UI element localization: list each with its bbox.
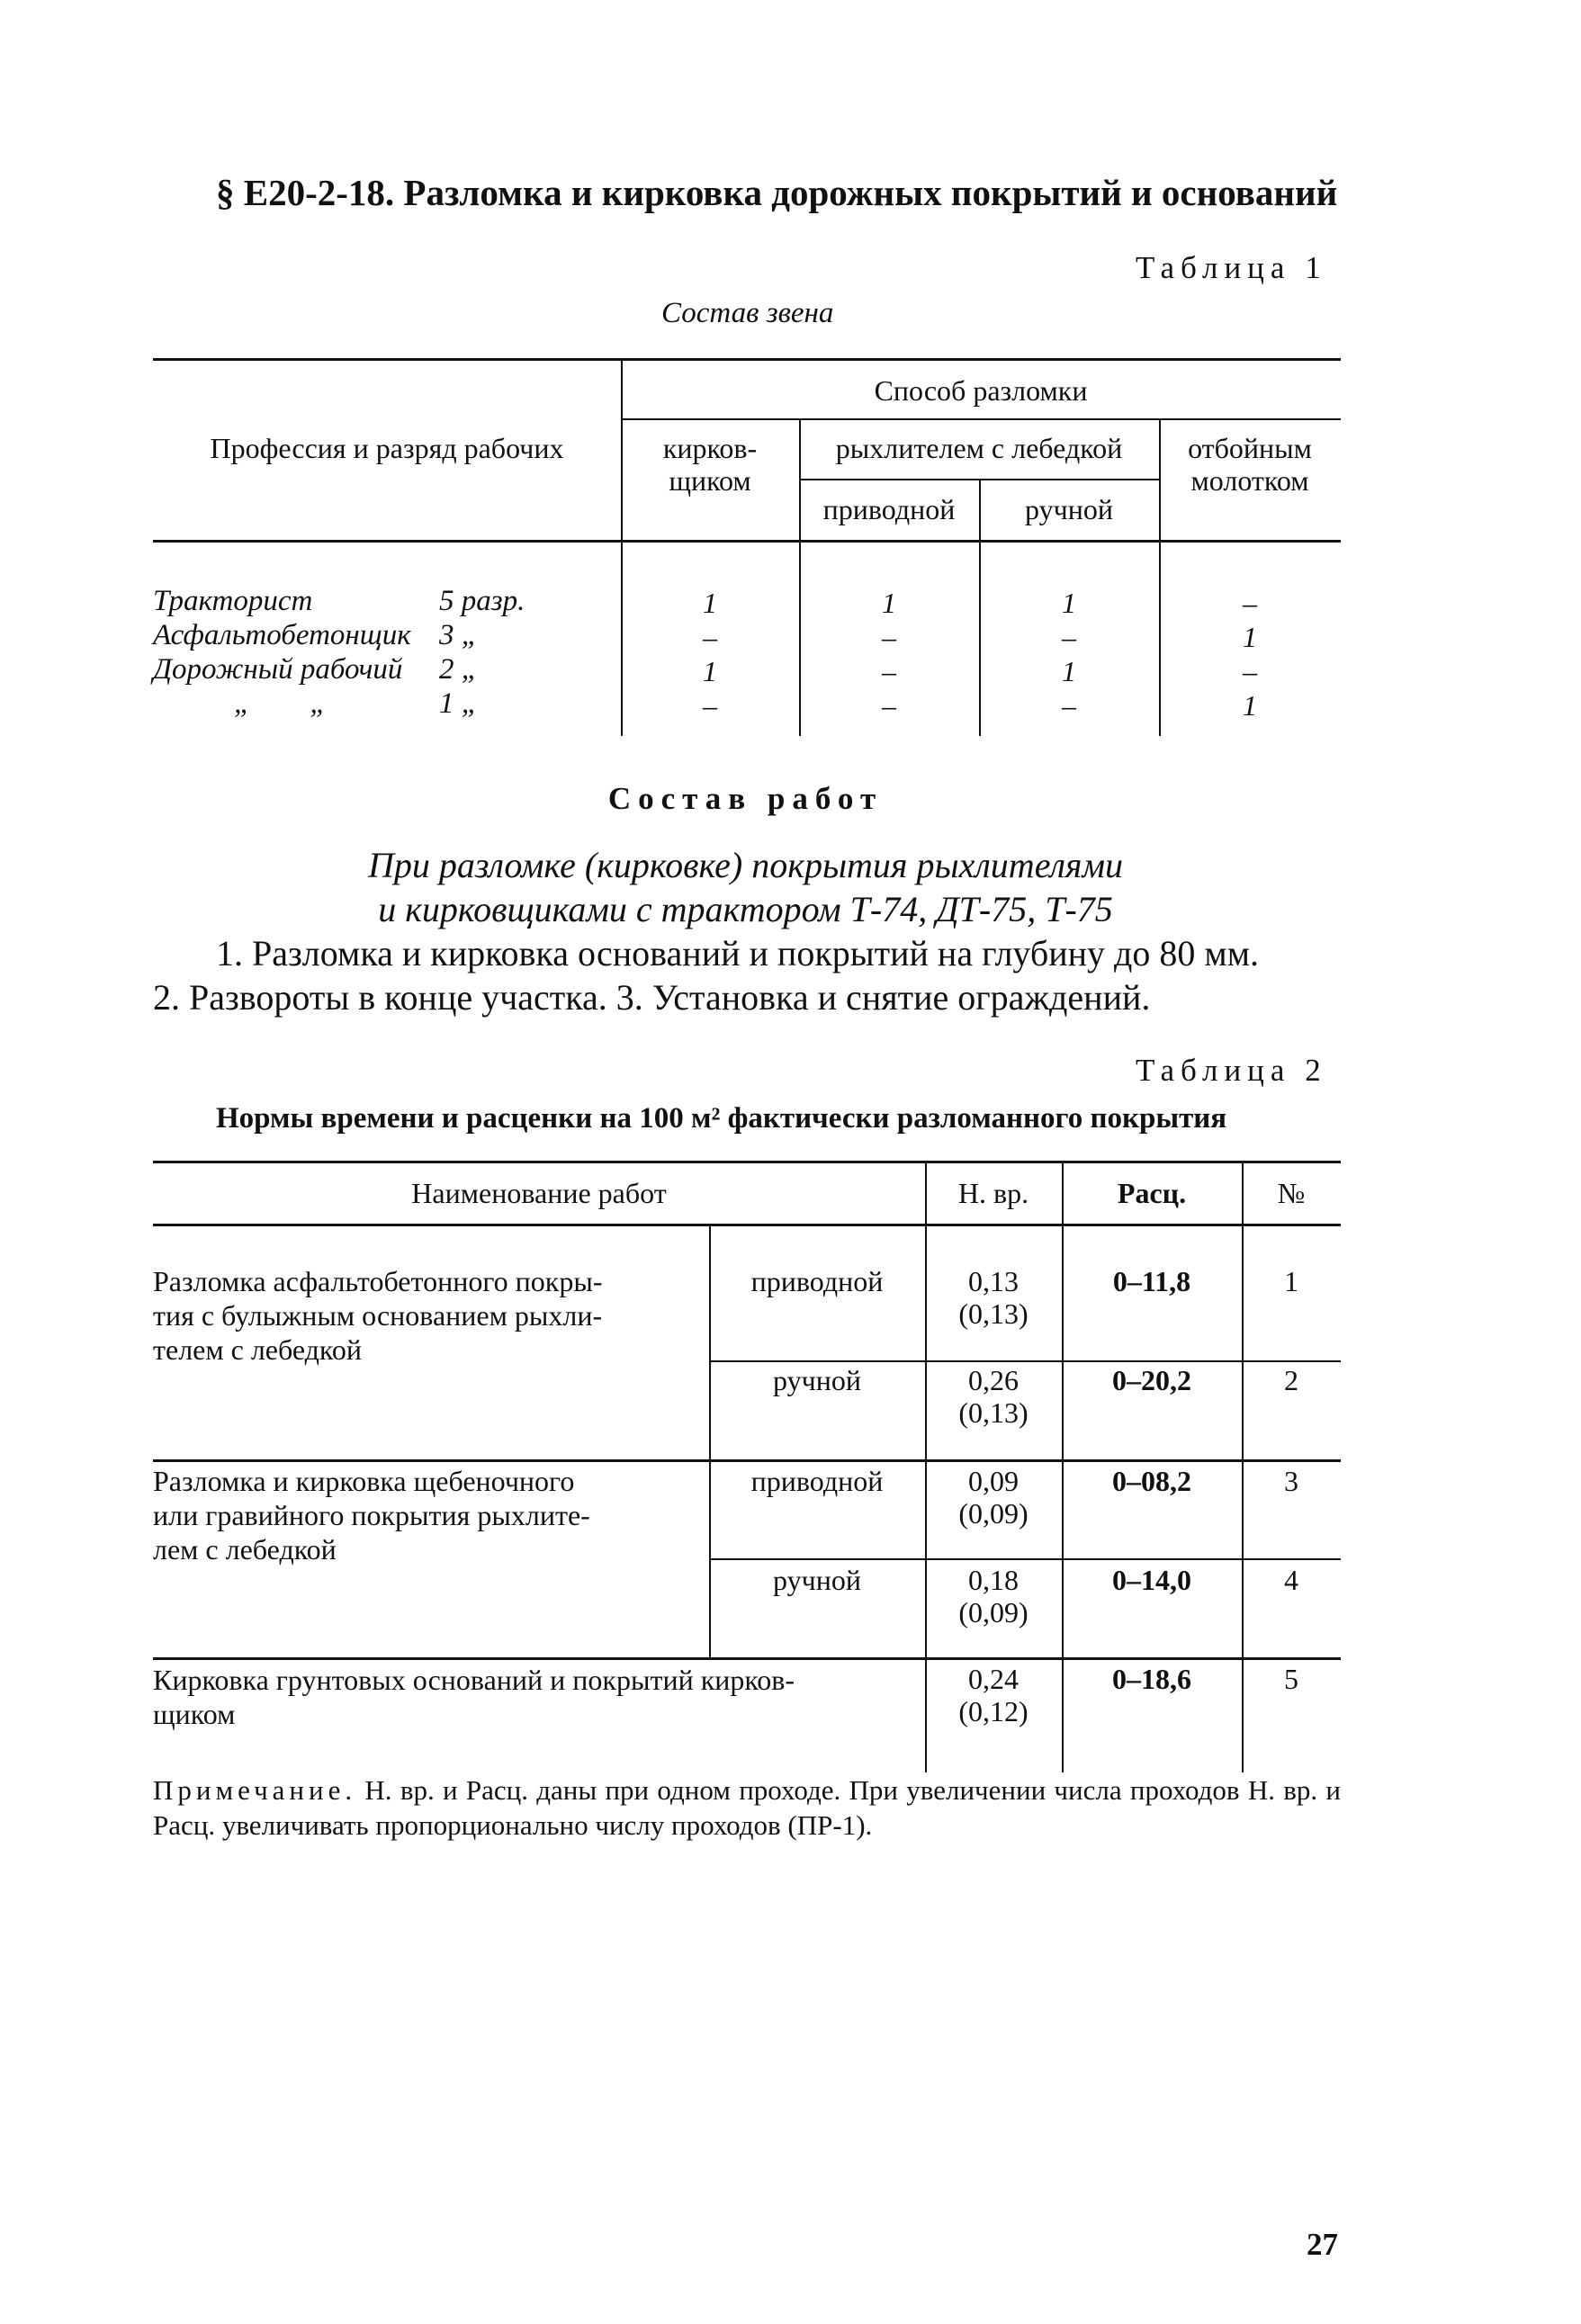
cell-no: 3 — [1284, 1465, 1298, 1497]
cell-ruch: – — [1062, 621, 1076, 653]
cell-no: 2 — [1284, 1364, 1298, 1396]
cell-privod: – — [882, 689, 896, 722]
crew-table — [153, 358, 1341, 736]
cell-rasc: 0–11,8 — [1112, 1265, 1191, 1297]
cell-kirk: – — [703, 689, 717, 722]
cell-nvr: 0,26 (0,13) — [958, 1364, 1029, 1429]
cell-otboy: – — [1243, 587, 1257, 619]
col-profession-header: Профессия и разряд рабочих — [210, 432, 564, 464]
cell-privod: – — [882, 621, 896, 653]
col-kirk-header: кирков- щиком — [662, 432, 758, 497]
col-method-header: Способ разломки — [874, 374, 1088, 407]
worker-name: Тракторист — [153, 585, 313, 617]
col-name-header: Наименование работ — [411, 1177, 667, 1209]
cell-ruch: – — [1062, 689, 1076, 722]
worker-grade: 3 „ — [439, 619, 479, 651]
col-nvr-header: Н. вр. — [957, 1177, 1029, 1209]
cell-kirk: – — [703, 621, 717, 653]
worker-grade: 5 разр. — [439, 585, 526, 617]
table2-caption: Нормы времени и расценки на 100 м² фактически разломанного покрытия — [216, 1102, 1227, 1135]
worker-grade: 2 „ — [439, 653, 479, 686]
cell-rasc: 0–18,6 — [1112, 1663, 1191, 1695]
worker-name: Дорожный рабочий — [153, 653, 403, 686]
col-otboy-header: отбойным молотком — [1188, 432, 1312, 497]
col-privod-header: приводной — [822, 493, 956, 525]
cell-nvr: 0,18 (0,09) — [958, 1564, 1029, 1629]
works-paragraph-2: 2. Развороты в конце участка. 3. Установка и снятие ограждений. — [153, 977, 1151, 1018]
cell-ruch: 1 — [1062, 655, 1076, 687]
cell-no: 1 — [1284, 1265, 1298, 1297]
cell-otboy: 1 — [1243, 689, 1257, 722]
table1-label: Таблица 1 — [1136, 250, 1327, 285]
works-subtitle-line2: и кирковщиками с трактором Т-74, ДТ-75, Т-75 — [378, 889, 1113, 929]
section-heading: § Е20-2-18. Разломка и кирковка дорожных покрытий и оснований — [216, 172, 1338, 213]
note-label: Примечание. — [153, 1774, 357, 1806]
cell-rasc: 0–14,0 — [1112, 1564, 1191, 1596]
col-ruch-header: ручной — [1025, 493, 1113, 525]
worker-name: „ „ — [234, 687, 327, 720]
cell-type: ручной — [773, 1364, 861, 1396]
note — [153, 1772, 1341, 1843]
table1-caption: Состав звена — [661, 297, 834, 329]
norms-table — [153, 1161, 1341, 1772]
cell-privod: – — [882, 655, 896, 687]
worker-name: Асфальтобетонщик — [153, 619, 411, 651]
works-paragraph-1: 1. Разломка и кирковка оснований и покрытий на глубину до 80 мм. — [216, 933, 1260, 974]
cell-no: 4 — [1284, 1564, 1298, 1596]
cell-privod: 1 — [882, 587, 896, 619]
page-number: 27 — [1307, 2227, 1338, 2262]
cell-kirk: 1 — [703, 587, 717, 619]
works-subtitle-line1: При разломке (кирковке) покрытия рыхлителями — [367, 845, 1124, 885]
cell-otboy: – — [1243, 655, 1257, 687]
cell-rasc: 0–08,2 — [1112, 1465, 1191, 1497]
work-name: Разломка и кирковка щебеночного или гравийного покрытия рыхлите- лем с лебедкой — [153, 1465, 590, 1566]
cell-type: ручной — [773, 1564, 861, 1596]
cell-nvr: 0,09 (0,09) — [958, 1465, 1029, 1530]
note-text: Н. вр. и Расц. даны при одном проходе. При увеличении числа проходов Н. вр. и Расц. увеличивать пропорционально числу проходов (ПР-1). — [153, 1774, 1341, 1841]
cell-type: приводной — [750, 1265, 884, 1297]
cell-kirk: 1 — [703, 655, 717, 687]
worker-grade: 1 „ — [439, 687, 479, 720]
work-name: Кирковка грунтовых оснований и покрытий кирков- щиком — [153, 1664, 795, 1730]
col-ryhl-header: рыхлителем с лебедкой — [835, 432, 1123, 464]
cell-no: 5 — [1284, 1663, 1298, 1695]
cell-nvr: 0,24 (0,12) — [958, 1663, 1029, 1727]
cell-rasc: 0–20,2 — [1112, 1364, 1191, 1396]
col-rasc-header: Расц. — [1117, 1177, 1187, 1209]
col-no-header: № — [1277, 1177, 1306, 1209]
cell-type: приводной — [750, 1465, 884, 1497]
cell-otboy: 1 — [1243, 621, 1257, 653]
table2-label: Таблица 2 — [1136, 1053, 1327, 1088]
work-name: Разломка асфальтобетонного покры- тия с булыжным основанием рыхли- телем с лебедкой — [153, 1265, 603, 1366]
works-title: Состав работ — [607, 781, 884, 816]
cell-ruch: 1 — [1062, 587, 1076, 619]
cell-nvr: 0,13 (0,13) — [958, 1265, 1029, 1330]
